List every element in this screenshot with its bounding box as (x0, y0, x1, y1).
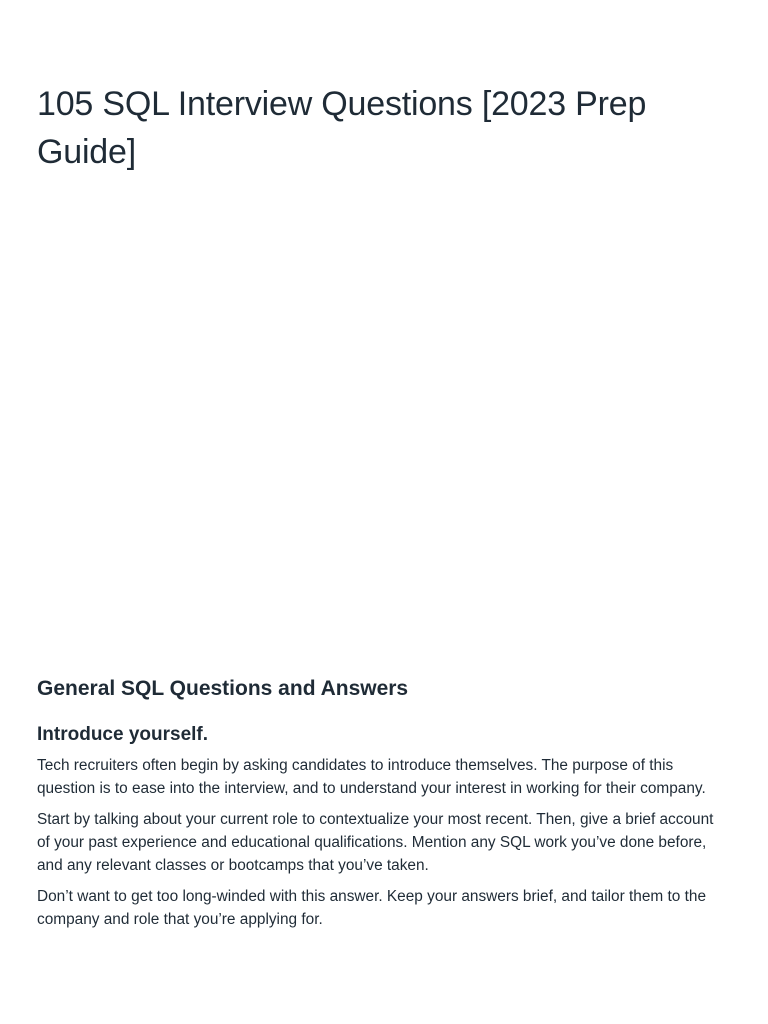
answer-paragraph: Tech recruiters often begin by asking candidates to introduce themselves. The purpose of this question is to ease into the interview, and to understand your interest in working for their company. (37, 757, 706, 797)
answer-paragraph: Don’t want to get too long-winded with this answer. Keep your answers brief, and tailor them to the company and role that you’re applying for. (37, 888, 707, 928)
article-section (37, 674, 727, 939)
question-heading: Introduce yourself. (37, 724, 209, 745)
answer-paragraph: Start by talking about your current role to contextualize your most recent. Then, give a brief account of your past experience and educational qualifications. Mention any SQL work you’ve done before, and any relevant classes or bootcamps that you’ve taken. (37, 811, 714, 874)
page-title: 105 SQL Interview Questions [2023 Prep Guide] (37, 85, 647, 171)
blank-figure-area (37, 190, 727, 650)
section-heading: General SQL Questions and Answers (37, 677, 409, 700)
